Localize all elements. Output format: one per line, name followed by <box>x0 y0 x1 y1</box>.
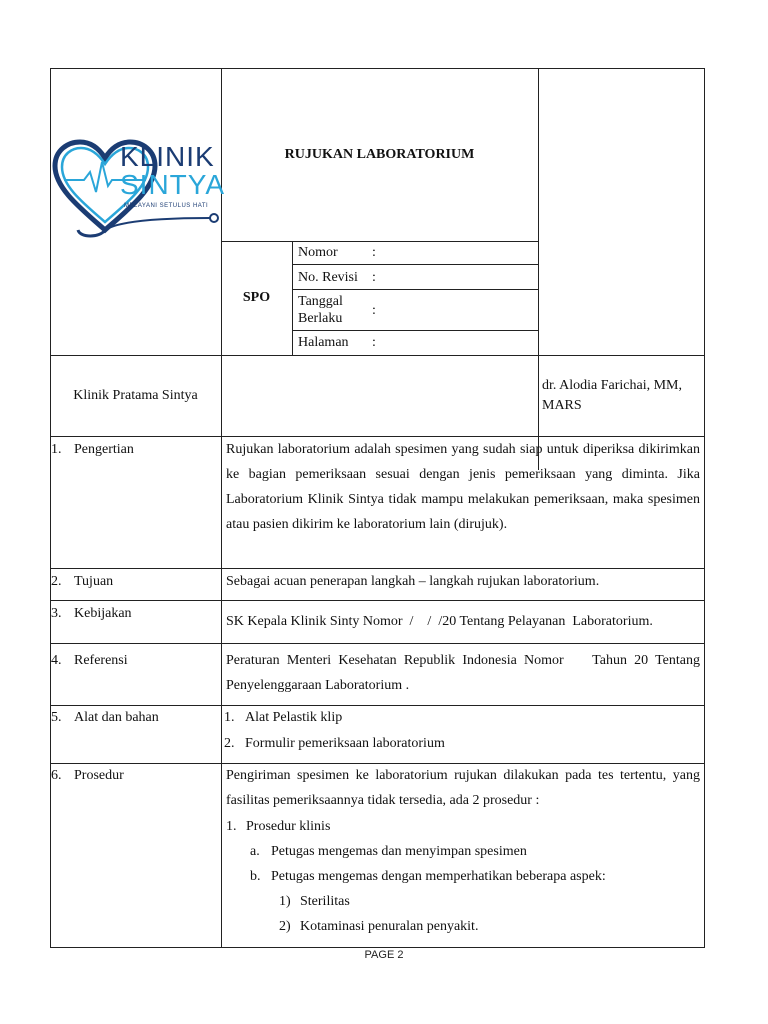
border <box>538 68 539 470</box>
field-nomor-sep: : <box>372 245 376 260</box>
section-number: 5. <box>51 710 62 725</box>
border <box>50 705 705 706</box>
list-item: Alat Pelastik klip <box>245 710 343 725</box>
section-number: 4. <box>51 653 62 668</box>
list-item-number: 1. <box>226 819 237 834</box>
document-title: RUJUKAN LABORATORIUM <box>284 147 475 162</box>
section-number: 3. <box>51 606 62 621</box>
border <box>292 241 293 355</box>
border <box>50 568 705 569</box>
border <box>50 643 705 644</box>
section-number: 2. <box>51 574 62 589</box>
spo-label: SPO <box>242 290 271 305</box>
list-item-number: a. <box>250 844 260 859</box>
list-item: Petugas mengemas dan menyimpan spesimen <box>271 844 527 859</box>
section-label: Alat dan bahan <box>74 710 159 725</box>
field-revisi-label: No. Revisi <box>298 270 358 285</box>
list-item-number: 1) <box>279 894 291 909</box>
section-label: Kebijakan <box>74 606 132 621</box>
field-nomor-label: Nomor <box>298 245 338 260</box>
list-item: Petugas mengemas dengan memperhatikan beberapa aspek: <box>271 869 606 884</box>
border <box>292 264 538 265</box>
list-item-number: b. <box>250 869 261 884</box>
section-text: Rujukan laboratorium adalah spesimen yang sudah siap untuk diperiksa dikirimkan ke bagian pemeriksaan sesuai dengan jenis pemeriksaan yang diminta. Jika Laboratorium Klinik Sintya tidak mampu melakukan pemeriksaan, maka spesimen atau pasien dikirim ke laboratorium lain (dirujuk). <box>226 442 700 532</box>
section-text: Peraturan Menteri Kesehatan Republik Indonesia Nomor Tahun 20 Tentang Penyelenggaraan Laboratorium . <box>226 653 704 693</box>
border <box>50 600 705 601</box>
field-halaman-label: Halaman <box>298 335 349 350</box>
logo-name-line1: KLINIK <box>120 141 215 172</box>
border <box>221 241 538 242</box>
clinic-logo <box>50 138 226 242</box>
section-intro: Pengiriman spesimen ke laboratorium rujukan dilakukan pada tes tertentu, yang fasilitas pemeriksaannya tidak tersedia, ada 2 prosedur : <box>226 768 700 808</box>
field-tanggal-label-2: Berlaku <box>298 311 343 326</box>
section-label: Tujuan <box>74 574 114 589</box>
logo-tagline: MELAYANI SETULUS HATI <box>124 203 209 209</box>
section-text: Sebagai acuan penerapan langkah – langkah rujukan laboratorium. <box>226 574 600 589</box>
list-item: Kotaminasi penuralan penyakit. <box>300 919 479 934</box>
field-revisi-sep: : <box>372 270 376 285</box>
list-item-number: 2) <box>279 919 291 934</box>
section-label: Prosedur <box>74 768 124 783</box>
list-item-number: 2. <box>224 736 235 751</box>
border <box>704 68 705 948</box>
section-label: Referensi <box>74 653 128 668</box>
logo-name-line2: SINTYA <box>120 169 226 200</box>
list-item-number: 1. <box>224 710 235 725</box>
signatory-line1: dr. Alodia Farichai, MM, <box>542 378 682 393</box>
border <box>292 289 538 290</box>
section-label: Pengertian <box>74 442 134 457</box>
border <box>50 355 705 356</box>
field-tanggal-sep: : <box>372 303 376 318</box>
section-text: SK Kepala Klinik Sinty Nomor / / /20 Tentang Pelayanan Laboratorium. <box>226 614 653 629</box>
signatory-line2: MARS <box>542 398 582 413</box>
field-tanggal-label-1: Tanggal <box>298 294 343 309</box>
section-number: 1. <box>51 442 62 457</box>
border <box>292 330 538 331</box>
clinic-name: Klinik Pratama Sintya <box>73 388 198 403</box>
page-number: PAGE 2 <box>364 949 404 961</box>
list-item: Sterilitas <box>300 894 350 909</box>
section-number: 6. <box>51 768 62 783</box>
list-item: Formulir pemeriksaan laboratorium <box>245 736 445 751</box>
list-item: Prosedur klinis <box>246 819 331 834</box>
border <box>50 68 705 69</box>
field-halaman-sep: : <box>372 335 376 350</box>
